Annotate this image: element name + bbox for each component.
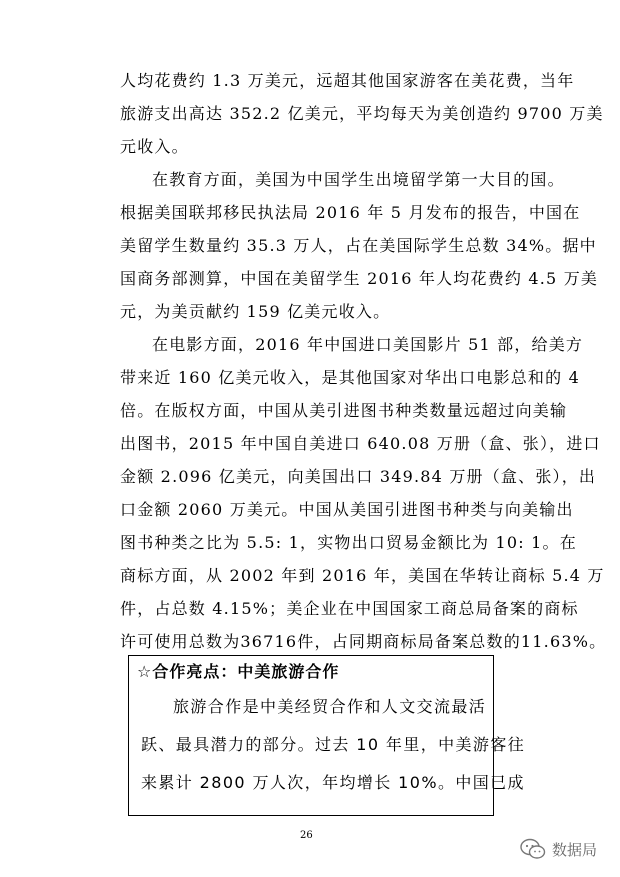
paragraph-tourism [120,64,604,163]
text-line: 美留学生数量约 35.3 万人，占在美国际学生总数 34%。据中 [120,236,597,255]
page-number: 26 [300,830,313,841]
highlight-box [128,655,526,816]
text-line: 跃、最具潜力的部分。过去 10 年里，中美游客往 [141,735,526,754]
text-line: 带来近 160 亿美元收入，是其他国家对华出口电影总和的 4 [120,368,580,387]
text-line: 口金额 2060 万美元。中国从美国引进图书种类与向美输出 [120,500,574,519]
text-line: 人均花费约 1.3 万美元，远超其他国家游客在美花费，当年 [120,71,575,90]
text-line: 出图书，2015 年中国自美进口 640.08 万册（盒、张），进口 [120,434,601,453]
text-line: 件，占总数 4.15%；美企业在中国国家工商总局备案的商标 [120,599,579,618]
paragraph-education [120,163,599,328]
text-line: 元收入。 [120,137,189,156]
text-line: 图书种类之比为 5.5: 1，实物出口贸易金额比为 10: 1。在 [120,533,577,552]
text-line: 旅游合作是中美经贸合作和人文交流最活 [173,697,487,716]
text-line: 根据美国联邦移民执法局 2016 年 5 月发布的报告，中国在 [120,203,581,222]
text-line: 倍。在版权方面，中国从美引进图书种类数量远超过向美输 [120,401,568,420]
body-text [120,64,607,658]
text-line: 来累计 2800 万人次，年均增长 10%。中国已成 [141,773,525,792]
highlight-box-title: ☆合作亮点：中美旅游合作 [137,662,340,681]
highlight-box-text [141,688,526,802]
text-line: 商标方面，从 2002 年到 2016 年，美国在华转让商标 5.4 万 [120,566,605,585]
text-line: 在教育方面，美国为中国学生出境留学第一大目的国。 [152,170,565,189]
text-line: 许可使用总数为36716件，占同期商标局备案总数的11.63%。 [120,632,607,651]
watermark-text: 数据局 [552,840,598,859]
text-line: 元，为美贡献约 159 亿美元收入。 [120,302,391,321]
text-line: 旅游支出高达 352.2 亿美元，平均每天为美创造约 9700 万美 [120,104,604,123]
text-line: 国商务部测算，中国在美留学生 2016 年人均花费约 4.5 万美 [120,269,599,288]
paragraph-film-copyright [120,328,607,658]
wechat-icon [520,838,546,860]
text-line: 金额 2.096 亿美元，向美国出口 349.84 万册（盒、张），出 [120,467,597,486]
watermark [520,838,597,860]
text-line: 在电影方面，2016 年中国进口美国影片 51 部，给美方 [152,335,584,354]
